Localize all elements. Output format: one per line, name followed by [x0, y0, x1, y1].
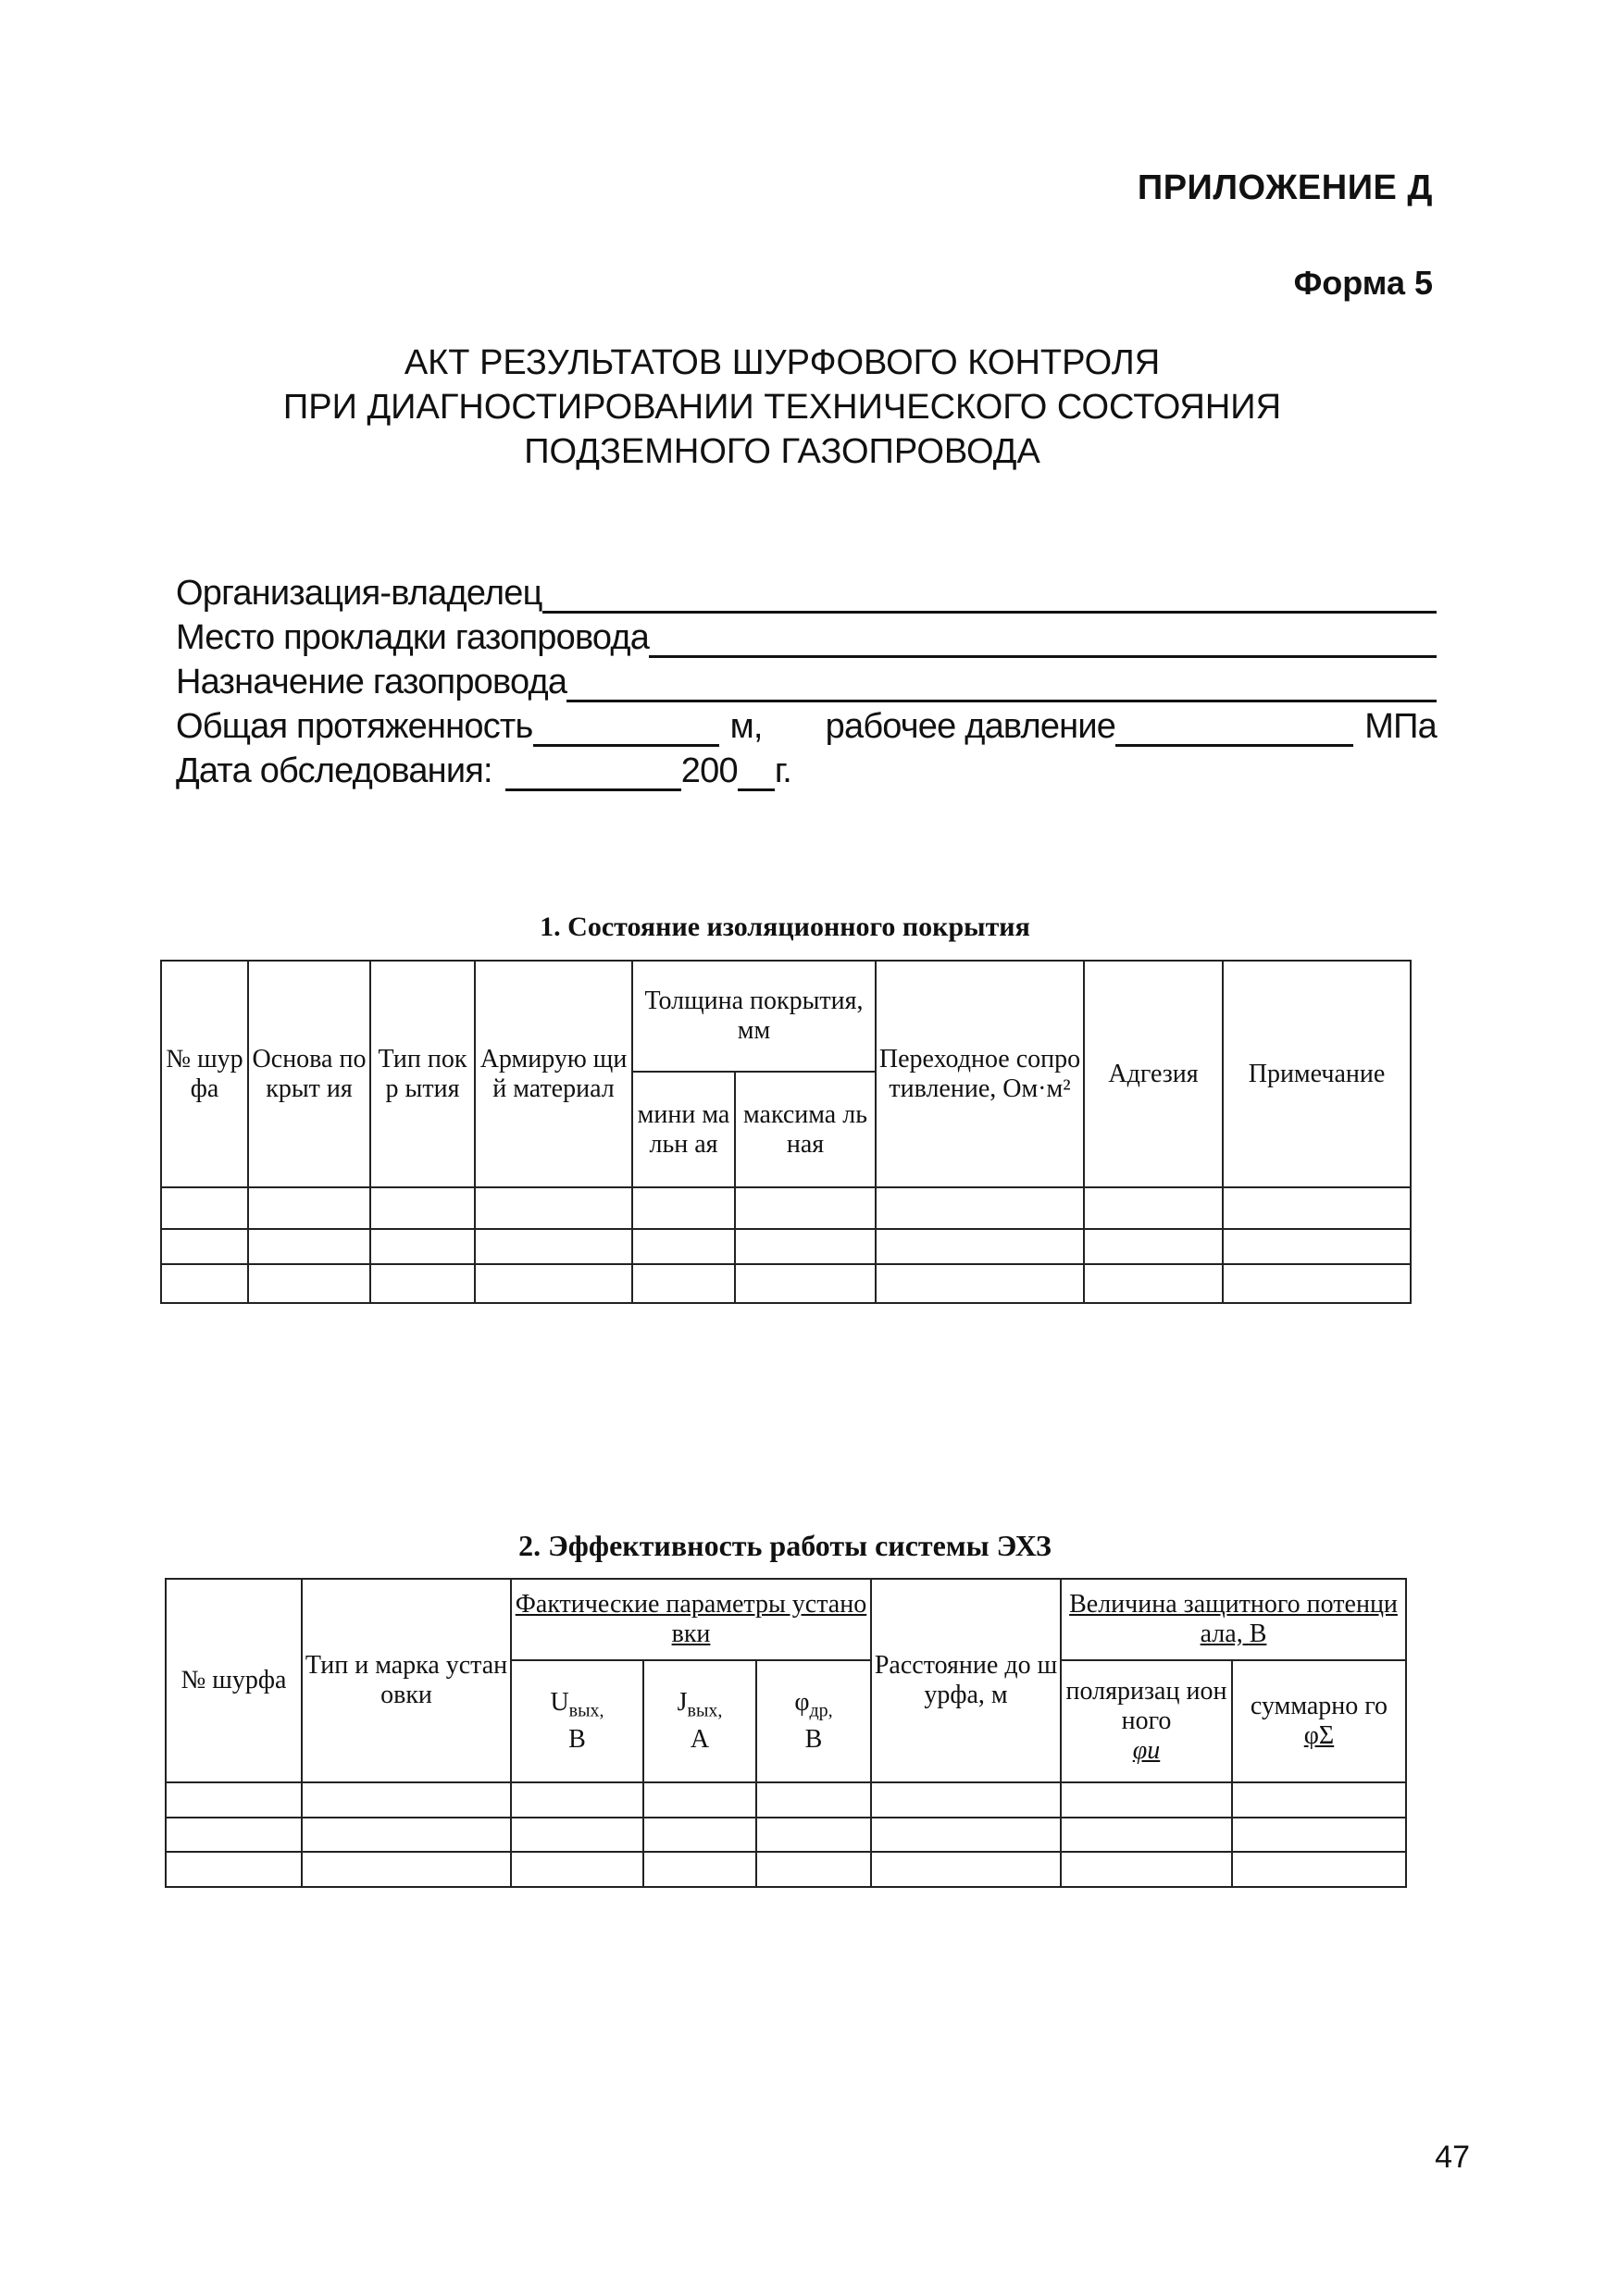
- table-cell[interactable]: [871, 1818, 1061, 1852]
- table-cell[interactable]: [1084, 1264, 1223, 1303]
- table-row: [166, 1852, 1406, 1887]
- table-cell[interactable]: [735, 1264, 876, 1303]
- col-num-header: № шур фа: [161, 961, 248, 1187]
- table-cell[interactable]: [1232, 1782, 1406, 1818]
- table-cell[interactable]: [756, 1852, 871, 1887]
- purpose-field[interactable]: [566, 666, 1437, 702]
- year-prefix: 200: [680, 751, 738, 790]
- purpose-label: Назначение газопровода: [176, 663, 567, 701]
- table-cell[interactable]: [166, 1782, 302, 1818]
- page-number: 47: [1435, 2140, 1470, 2175]
- title-line-2: ПРИ ДИАГНОСТИРОВАНИИ ТЕХНИЧЕСКОГО СОСТОЯНИЯ: [282, 388, 1282, 427]
- document-title: [0, 341, 1564, 474]
- date-row: [176, 747, 1437, 791]
- appendix-label: ПРИЛОЖЕНИЕ Д: [1137, 168, 1433, 207]
- table-row: [161, 1229, 1411, 1264]
- table-cell[interactable]: [1061, 1818, 1232, 1852]
- params-label: Фактические параметры установки: [515, 1590, 867, 1648]
- length-pressure-row: [176, 702, 1437, 747]
- section1-title: 1. Состояние изоляционного покрытия: [540, 912, 1030, 942]
- table-cell[interactable]: [370, 1229, 475, 1264]
- form-fields: [176, 569, 1437, 791]
- year-suffix: г.: [774, 751, 791, 790]
- table-cell[interactable]: [248, 1187, 370, 1229]
- col-min-header: мини мальн ая: [632, 1072, 735, 1187]
- table-cell[interactable]: [302, 1852, 511, 1887]
- pressure-unit: МПа: [1364, 707, 1437, 746]
- table-row: [161, 1187, 1411, 1229]
- col-adhesion-header: Адгезия: [1084, 961, 1223, 1187]
- table-cell[interactable]: [161, 1264, 248, 1303]
- col-u-header: $U_{вых,}$ В: [511, 1660, 643, 1782]
- table-cell[interactable]: [302, 1818, 511, 1852]
- table-cell[interactable]: [161, 1229, 248, 1264]
- pressure-field[interactable]: [1115, 711, 1353, 747]
- pressure-label: рабочее давление: [825, 707, 1116, 746]
- table-cell[interactable]: [632, 1187, 735, 1229]
- table-cell[interactable]: [511, 1852, 643, 1887]
- owner-row: [176, 569, 1437, 614]
- table-cell[interactable]: [475, 1229, 632, 1264]
- col-base-header: Основа покрыт ия: [248, 961, 370, 1187]
- col-total-header: суммарно го φΣ: [1232, 1660, 1406, 1782]
- table-cell[interactable]: [370, 1264, 475, 1303]
- table-cell[interactable]: [876, 1187, 1084, 1229]
- table-cell[interactable]: [166, 1852, 302, 1887]
- table-cell[interactable]: [302, 1782, 511, 1818]
- table-cell[interactable]: [1084, 1229, 1223, 1264]
- table-cell[interactable]: [876, 1264, 1084, 1303]
- table-cell[interactable]: [643, 1852, 756, 1887]
- table-cell[interactable]: [756, 1782, 871, 1818]
- table-cell[interactable]: [632, 1264, 735, 1303]
- table-cell[interactable]: [735, 1229, 876, 1264]
- table-cell[interactable]: [1223, 1229, 1411, 1264]
- table-cell[interactable]: [876, 1229, 1084, 1264]
- table-cell[interactable]: [475, 1264, 632, 1303]
- purpose-row: [176, 658, 1437, 702]
- date-field[interactable]: [505, 755, 681, 791]
- table-cell[interactable]: [632, 1229, 735, 1264]
- table-row: [166, 1818, 1406, 1852]
- owner-label: Организация-владелец: [176, 574, 542, 613]
- length-unit: м,: [729, 707, 763, 746]
- ecp-table: [165, 1578, 1407, 1888]
- col-reinforce-header: Армирую щий материал: [475, 961, 632, 1187]
- col-j-header: $J_{вых,}$ А: [643, 1660, 756, 1782]
- location-row: [176, 614, 1437, 658]
- col-max-header: максима льная: [735, 1072, 876, 1187]
- table-cell[interactable]: [511, 1782, 643, 1818]
- col-resistance-header: Переходное сопротивление, Ом·м²: [876, 961, 1084, 1187]
- table-cell[interactable]: [1061, 1852, 1232, 1887]
- table-cell[interactable]: [248, 1264, 370, 1303]
- table-cell[interactable]: [370, 1187, 475, 1229]
- owner-field[interactable]: [542, 577, 1437, 614]
- table-cell[interactable]: [643, 1782, 756, 1818]
- col-params-header: [511, 1579, 871, 1660]
- year-field[interactable]: [738, 755, 775, 791]
- col-distance-header: Расстояние до шурфа, м: [871, 1579, 1061, 1782]
- table-cell[interactable]: [1232, 1818, 1406, 1852]
- table-cell[interactable]: [643, 1818, 756, 1852]
- table-cell[interactable]: [871, 1782, 1061, 1818]
- table-cell[interactable]: [1061, 1782, 1232, 1818]
- form-number: Форма 5: [1293, 264, 1433, 302]
- table-cell[interactable]: [1223, 1264, 1411, 1303]
- table-cell[interactable]: [756, 1818, 871, 1852]
- date-label: Дата обследования:: [176, 751, 492, 790]
- title-line-3: ПОДЗЕМНОГО ГАЗОПРОВОДА: [524, 432, 1040, 471]
- table-cell[interactable]: [1232, 1852, 1406, 1887]
- length-field[interactable]: [533, 711, 719, 747]
- table-cell[interactable]: [1223, 1187, 1411, 1229]
- title-line-1: АКТ РЕЗУЛЬТАТОВ ШУРФОВОГО КОНТРОЛЯ: [404, 343, 1161, 382]
- table-row: [161, 1264, 1411, 1303]
- table-cell[interactable]: [1084, 1187, 1223, 1229]
- col-phi-header: $\varphi_{др,}$ В: [756, 1660, 871, 1782]
- col-potential-header: [1061, 1579, 1406, 1660]
- length-label: Общая протяженность: [176, 707, 533, 746]
- section2-title: 2. Эффективность работы системы ЭХЗ: [518, 1529, 1052, 1562]
- col-polar-header: поляризац ионного φи: [1061, 1660, 1232, 1782]
- table-cell[interactable]: [161, 1187, 248, 1229]
- table-cell[interactable]: [248, 1229, 370, 1264]
- col-type-header: Тип и марка установки: [302, 1579, 511, 1782]
- potential-label: Величина защитного потенциала, В: [1069, 1590, 1398, 1648]
- coating-table: [160, 960, 1412, 1304]
- table-cell[interactable]: [511, 1818, 643, 1852]
- col-type-header: Тип покр ытия: [370, 961, 475, 1187]
- col-note-header: Примечание: [1223, 961, 1411, 1187]
- table-cell[interactable]: [871, 1852, 1061, 1887]
- location-field[interactable]: [649, 622, 1437, 658]
- table-cell[interactable]: [166, 1818, 302, 1852]
- table-cell[interactable]: [475, 1187, 632, 1229]
- location-label: Место прокладки газопровода: [176, 618, 650, 657]
- table-cell[interactable]: [735, 1187, 876, 1229]
- col-thickness-header: Толщина покрытия, мм: [632, 961, 876, 1072]
- col-num-header: № шурфа: [166, 1579, 302, 1782]
- table-row: [166, 1782, 1406, 1818]
